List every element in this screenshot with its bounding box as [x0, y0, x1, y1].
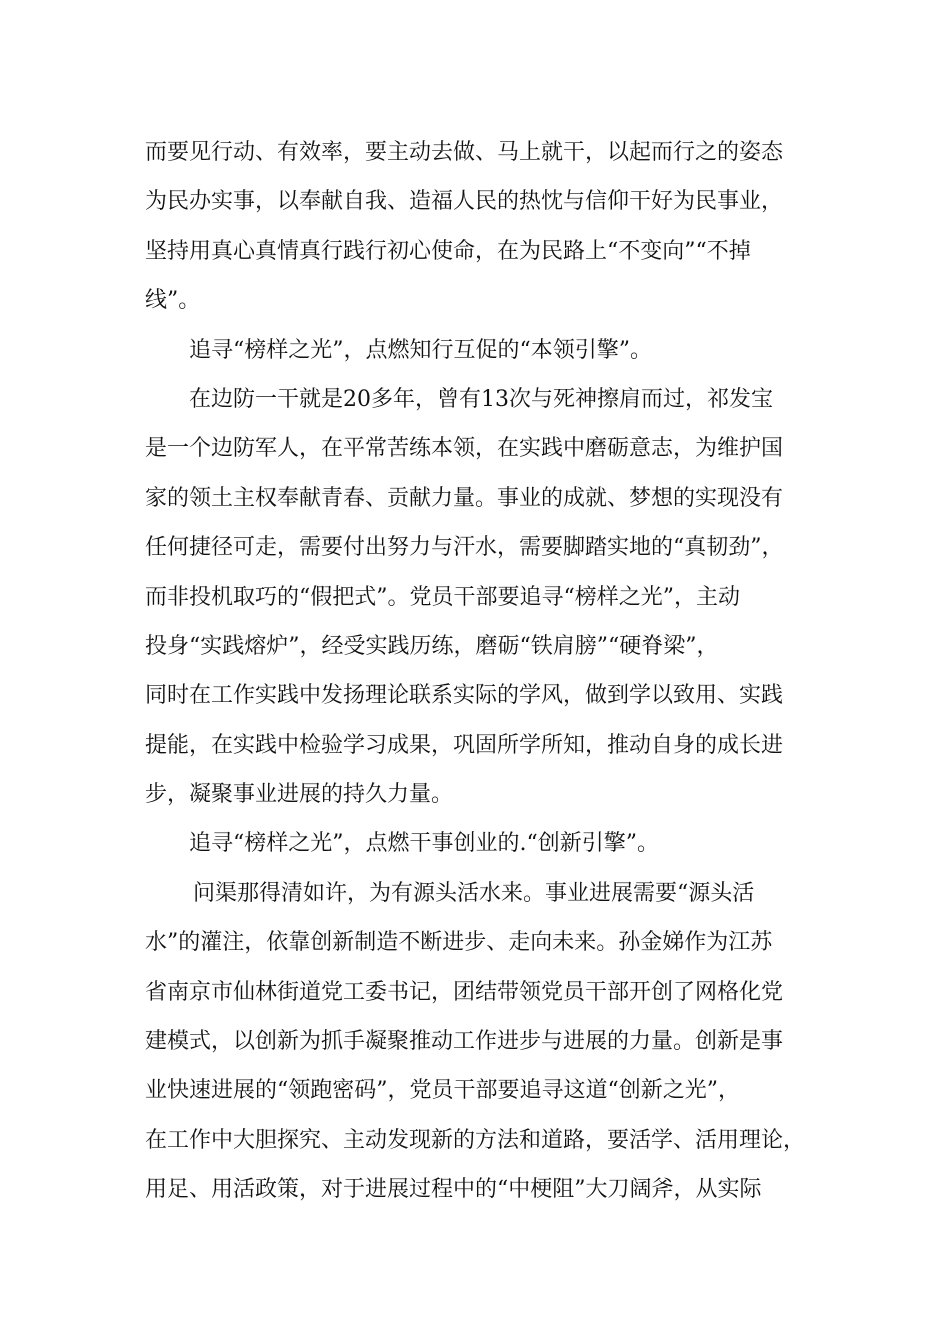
text-line: 而非投机取巧的“假把式”。党员干部要追寻“榜样之光”，主动: [145, 584, 740, 610]
document-body: [145, 128, 825, 1215]
text-line: 在工作中大胆探究、主动发现新的方法和道路，要活学、活用理论，: [145, 1127, 806, 1153]
text-line: 用足、用活政策，对于进展过程中的“中梗阻”大刀阔斧，从实际: [145, 1177, 762, 1203]
text-line: 省南京市仙林街道党工委书记，团结带领党员干部开创了网格化党: [145, 979, 784, 1005]
text-line: 投身“实践熔炉”，经受实践历练，磨砺“铁肩膀”“硬脊梁”，: [145, 633, 719, 659]
text-line: 家的领土主权奉献青春、贡献力量。事业的成就、梦想的实现没有: [145, 485, 784, 511]
text-line: 为民办实事，以奉献自我、造福人民的热忱与信仰干好为民事业，: [145, 189, 784, 215]
text-line: 是一个边防军人，在平常苦练本领，在实践中磨砺意志，为维护国: [145, 436, 784, 462]
text-line: 同时在工作实践中发扬理论联系实际的学风，做到学以致用、实践: [145, 683, 784, 709]
text-line: 建模式，以创新为抓手凝聚推动工作进步与进展的力量。创新是事: [145, 1029, 784, 1055]
text-line: 而要见行动、有效率，要主动去做、马上就干，以起而行之的姿态: [145, 140, 784, 165]
text-line: 业快速进展的“领跑密码”，党员干部要追寻这道“创新之光”，: [145, 1078, 740, 1104]
section-heading: 追寻“榜样之光”，点燃知行互促的“本领引擎”。: [189, 337, 652, 363]
text-line: 在边防一干就是20多年，曾有13次与死神擦肩而过，祁发宝: [189, 386, 773, 412]
text-line: 坚持用真心真情真行践行初心使命，在为民路上“不变向”“不掉: [145, 238, 751, 264]
text-line: 线”。: [145, 288, 201, 314]
text-line: 提能，在实践中检验学习成果，巩固所学所知，推动自身的成长进: [145, 732, 784, 758]
text-line: 水”的灌注，依靠创新制造不断进步、走向未来。孙金娣作为江苏: [145, 930, 773, 956]
text-line: 任何捷径可走，需要付出努力与汗水，需要脚踏实地的“真韧劲”，: [145, 535, 784, 561]
text-line: 步，凝聚事业进展的持久力量。: [145, 782, 454, 808]
text-line: 问渠那得清如许，为有源头活水来。事业进展需要“源头活: [193, 880, 755, 906]
section-heading: 追寻“榜样之光”，点燃干事创业的.“创新引擎”。: [189, 831, 659, 857]
